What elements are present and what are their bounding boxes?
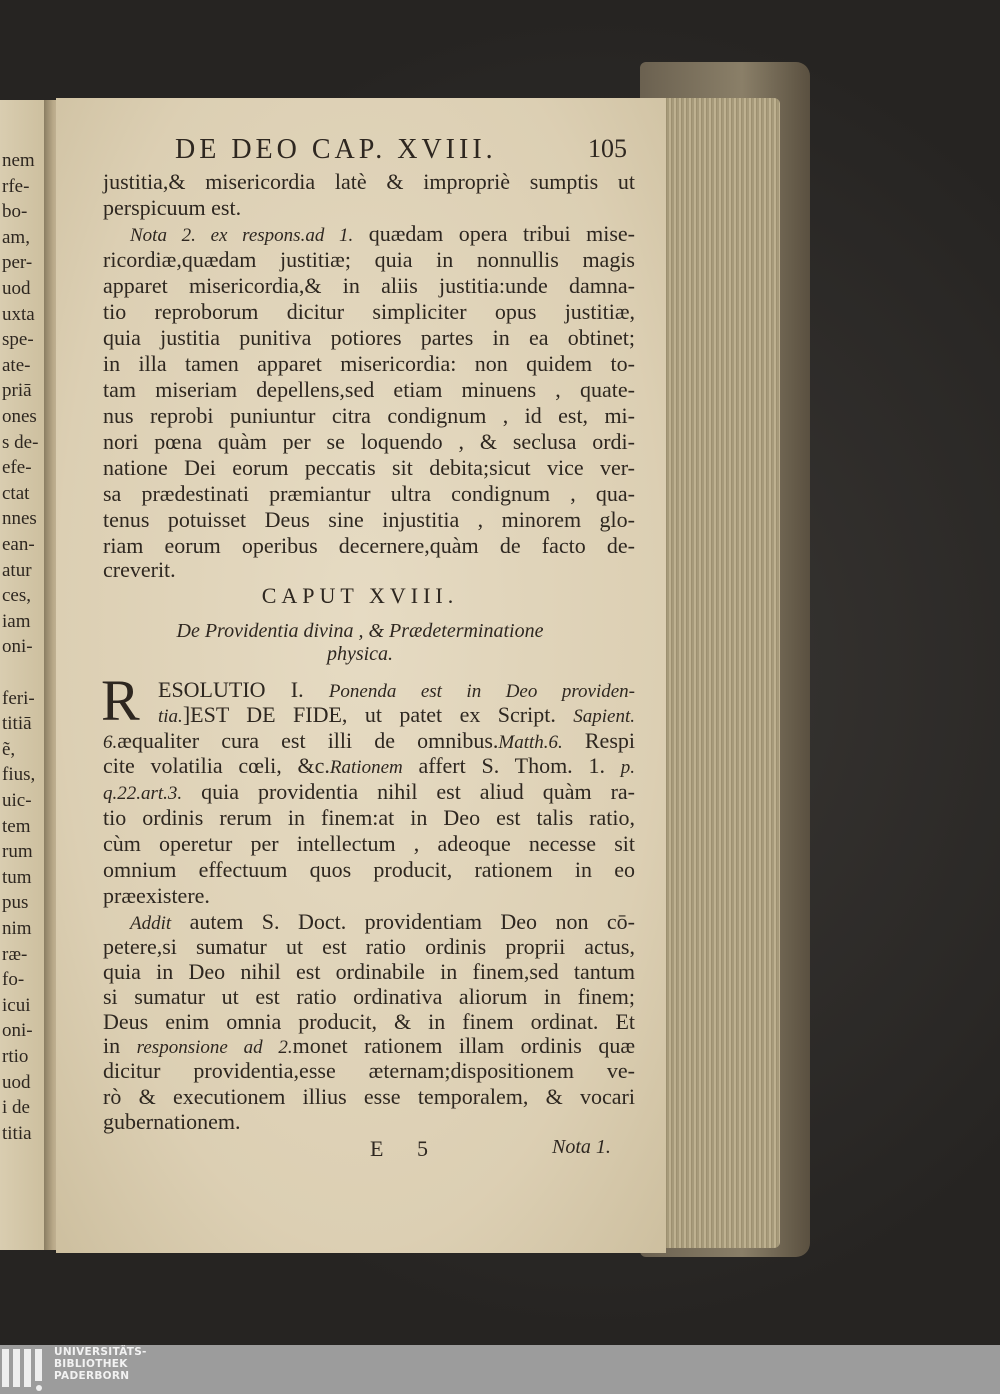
text: riam eorum operibus decernere,quàm de facto de- — [103, 533, 635, 558]
left-page-fragment: fo- — [2, 969, 25, 991]
left-page-fragment: pus — [2, 892, 29, 914]
text: ricordiæ,quædam justitiæ; quia in nonnullis magis — [103, 247, 635, 272]
left-page-fragment: feri- — [2, 687, 35, 709]
text-line — [158, 678, 635, 704]
text: quia in Deo nihil est ordinabile in finem,sed tantum — [103, 959, 635, 984]
left-page-fragment: ẽ, — [2, 738, 16, 760]
left-page-fragment: rum — [2, 841, 33, 863]
text: Respi — [562, 728, 635, 753]
text: omnium effectuum quos producit, rationem in eo — [103, 857, 635, 882]
italic-text: 6. — [103, 732, 118, 753]
text-line — [103, 729, 635, 755]
text-line — [103, 558, 635, 582]
text: quædam opera tribui mise- — [353, 221, 635, 246]
text-line — [103, 534, 635, 558]
italic-text: Sapient. — [573, 706, 635, 727]
left-page-fragment: rfe- — [2, 175, 30, 197]
signature-mark: E 5 — [370, 1136, 442, 1161]
text-line — [103, 960, 635, 984]
left-page-fragment: atur — [2, 559, 32, 581]
footer-bar — [0, 1345, 1000, 1394]
text-line — [103, 935, 635, 959]
left-page-fragment: icui — [2, 994, 31, 1016]
text: apparet misericordia,& in aliis justitia:unde damna- — [103, 273, 635, 298]
text: petere,si sumatur ut est ratio ordinis proprii actus, — [103, 934, 635, 959]
text: sa prædestinati præmiantur ultra condignum , qua- — [103, 481, 635, 506]
left-page-fragment: ean- — [2, 534, 35, 555]
text: ]EST DE FIDE, ut patet ex Script. — [182, 702, 574, 727]
left-page-fragment: nnes — [2, 508, 37, 530]
text-line — [158, 703, 635, 729]
left-page-fragment: tum — [2, 866, 32, 888]
text: tam miseriam depellens,sed etiam minuens , quate- — [103, 377, 635, 402]
text: Deus enim omnia producit, & in finem ordinat. Et — [103, 1009, 635, 1034]
left-page-fragment: nem — [2, 150, 35, 171]
left-page-fragment: bo- — [2, 201, 28, 223]
italic-text: responsione ad 2. — [136, 1037, 293, 1058]
italic-text: tia. — [158, 706, 183, 727]
chapter-subtitle-cont: physica. — [326, 643, 394, 665]
text-line — [103, 806, 635, 830]
text-line — [103, 1034, 635, 1060]
text: si sumatur ut est ratio ordinativa aliorum in finem; — [103, 984, 635, 1009]
logo-line-3: PADERBORN — [54, 1370, 130, 1382]
chapter-subtitle: De Providentia divina , & Prædeterminatione — [176, 620, 544, 642]
left-page-fragment: ræ- — [2, 943, 28, 965]
left-page-fragment: ate- — [2, 354, 31, 376]
left-page-fragment: rtio — [2, 1046, 29, 1067]
text: in illa tamen apparet misericordia: non quidem to- — [103, 351, 635, 376]
library-logo-text — [54, 1346, 147, 1382]
text-line — [103, 1059, 635, 1083]
running-title: DE DEO CAP. XVIII. — [175, 134, 497, 165]
text-line — [130, 222, 635, 248]
logo-line-1: UNIVERSITÄTS- — [54, 1346, 147, 1358]
italic-text: Addit — [130, 913, 172, 934]
left-page-fragment: oni- — [2, 636, 33, 658]
italic-text: p. — [620, 757, 635, 778]
left-page-fragment: iam — [2, 610, 31, 632]
text-line — [103, 832, 635, 856]
text-line — [103, 1085, 635, 1109]
text: tio ordinis rerum in finem:at in Deo est talis ratio, — [103, 805, 635, 830]
italic-text: Rationem — [329, 757, 403, 778]
left-page-fragment: titiā — [2, 713, 32, 735]
text: nus reprobi puniuntur citra condignum , id est, mi- — [103, 403, 635, 428]
left-page-fragment: priā — [2, 380, 32, 402]
left-page-fragment: titia — [2, 1122, 32, 1144]
text: gubernationem. — [103, 1109, 241, 1134]
left-page-fragment: fius, — [2, 764, 36, 786]
italic-text: Ponenda est in Deo providen- — [328, 681, 635, 702]
text: cite volatilia cœli, &c. — [103, 753, 330, 778]
left-page-fragment: spe- — [2, 329, 34, 351]
text: tio reproborum dicitur simpliciter opus justitiæ, — [103, 299, 635, 324]
text-line — [103, 985, 635, 1009]
text: cùm operetur per intellectum , adeoque necesse sit — [103, 831, 635, 856]
text: tenus potuisset Deus sine injustitia , minorem glo- — [103, 507, 635, 532]
text: dicitur providentia,esse æternam;dispositionem ve- — [103, 1058, 635, 1083]
italic-text: q.22.art.3. — [103, 783, 183, 804]
text: rò & executionem illius esse temporalem, & vocari — [103, 1084, 635, 1109]
left-page-fragment: uxta — [2, 303, 35, 325]
text-line — [103, 326, 635, 350]
text-line — [103, 884, 635, 908]
text: justitia,& misericordia latè & impropriè sumptis ut — [103, 169, 635, 194]
text-line — [103, 274, 635, 298]
page-number: 105 — [588, 134, 627, 163]
text-line — [103, 170, 635, 194]
text: præexistere. — [103, 883, 210, 908]
left-page-fragment: nim — [2, 918, 32, 939]
text: natione Dei eorum peccatis sit debita;sicut vice ver- — [103, 455, 635, 480]
text: nori pœna quàm per se loquendo , & seclusa ordi- — [103, 429, 635, 454]
text: quia providentia nihil est aliud quàm ra- — [182, 779, 635, 804]
text-line — [103, 430, 635, 454]
text: creverit. — [103, 557, 176, 582]
text-line — [103, 1010, 635, 1034]
page-edges — [662, 98, 780, 1248]
text-line — [103, 508, 635, 532]
text-line — [103, 378, 635, 402]
chapter-title: CAPUT XVIII. — [261, 583, 459, 608]
left-page-fragment: ces, — [2, 585, 32, 607]
text-line — [103, 248, 635, 272]
text-line — [103, 780, 635, 806]
left-page-fragment: per- — [2, 252, 33, 274]
text: monet rationem illam ordinis quæ — [292, 1033, 636, 1058]
italic-text: Nota 2. ex respons.ad 1. — [130, 225, 354, 246]
left-page-fragment: i de — [2, 1097, 30, 1119]
logo-line-2: BIBLIOTHEK — [54, 1358, 128, 1370]
left-page-fragment: oni- — [2, 1020, 33, 1042]
text-line — [103, 1110, 635, 1134]
text-line — [130, 910, 635, 936]
left-page-fragment: ones — [2, 406, 37, 427]
text: in — [103, 1033, 137, 1058]
text: æqualiter cura est illi de omnibus. — [117, 728, 499, 753]
text: ESOLUTIO I. — [158, 677, 329, 702]
left-page-fragment: s de- — [2, 431, 39, 453]
text: autem S. Doct. providentiam Deo non cō- — [171, 909, 635, 934]
italic-text: Matth.6. — [498, 732, 563, 753]
left-page-fragment: ctat — [2, 482, 30, 504]
left-page-fragment: am, — [2, 226, 30, 248]
left-page-fragment: tem — [2, 815, 31, 837]
text-line — [103, 196, 635, 220]
text-line — [103, 404, 635, 428]
text: perspicuum est. — [103, 195, 242, 220]
text-line — [103, 858, 635, 882]
text-line — [103, 300, 635, 324]
left-page-fragment: uod — [2, 1071, 31, 1093]
text-line — [103, 352, 635, 376]
text-line — [103, 482, 635, 506]
left-page-fragment: uod — [2, 278, 31, 299]
text: quia justitia punitiva potiores partes in ea obtinet; — [103, 325, 635, 350]
text: affert S. Thom. 1. — [402, 753, 621, 778]
left-page-fragment: efe- — [2, 457, 32, 479]
text-line — [103, 754, 635, 780]
text-line — [103, 456, 635, 480]
drop-cap: R — [101, 668, 140, 733]
left-page-fragment: uic- — [2, 790, 32, 811]
catchword: Nota 1. — [552, 1136, 611, 1158]
